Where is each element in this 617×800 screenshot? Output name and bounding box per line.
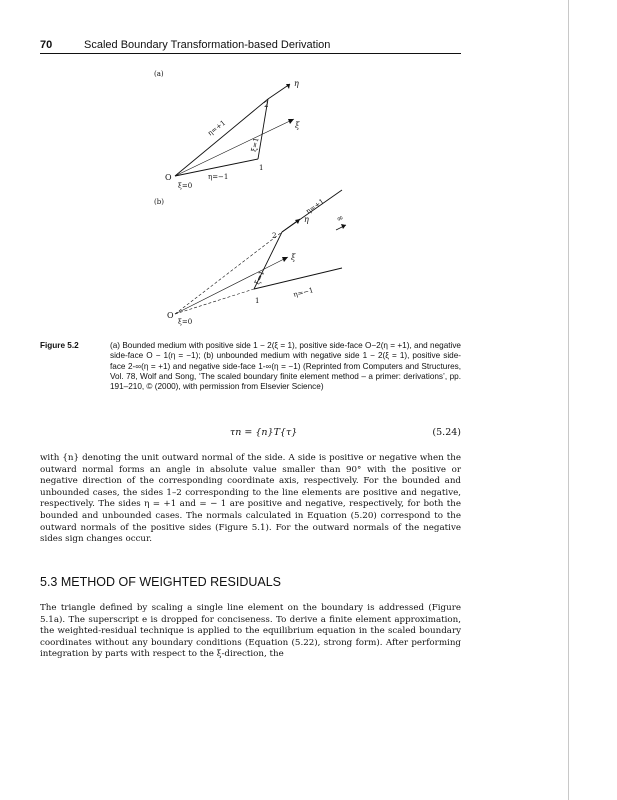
panel-b-xi-zero-label: ξ=0 xyxy=(178,318,193,326)
panel-a-node-1: 1 xyxy=(259,164,264,172)
panel-a-xi-zero-label: ξ=0 xyxy=(178,182,193,190)
panel-b-side-eta-neg-label: η=−1 xyxy=(292,286,315,299)
panel-a-diagram xyxy=(175,84,294,176)
panel-b-xi-axis-label: ξ xyxy=(291,253,296,262)
panel-a-node-2: 2 xyxy=(264,101,269,109)
paragraph-normals: with {n} denoting the unit outward normal of the side. A side is positive or negative when the outward normal forms an angle in absolute value smaller than 90° with the positive or negative direction of the corresponding coordinate axis, respectively. For the bounded and unbounded cases, the sides 1–2 corresponding to the line elements are positive and negative, respectively. The sides η = +1 and = − 1 are positive and negative, respectively, for both the bounded and unbounded cases. The normals calculated in Equation (5.20) correspond to the outward normals of the positive sides (Figure 5.1). For the outward normals of the negative sides sign changes occur. xyxy=(40,453,461,545)
panel-b-node-2: 2 xyxy=(272,232,277,240)
section-heading: 5.3 METHOD OF WEIGHTED RESIDUALS xyxy=(40,575,282,589)
page-margin-rule xyxy=(568,0,569,800)
caption-label: Figure 5.2 xyxy=(40,341,79,350)
figure-5-2 xyxy=(120,62,480,334)
page-number: 70 xyxy=(40,39,53,51)
panel-b-side-eta-pos-label: η=+1 xyxy=(304,197,326,216)
panel-b-node-1: 1 xyxy=(255,297,260,305)
panel-a-origin: O xyxy=(165,173,172,182)
running-title: Scaled Boundary Transformation-based Derivation xyxy=(84,39,331,51)
panel-b-dashed-lower xyxy=(175,289,254,314)
equation-5-24 xyxy=(40,427,461,441)
panel-a-side-xi-label: ξ=1 xyxy=(250,136,261,153)
running-header xyxy=(40,39,461,53)
panel-b-xi-axis xyxy=(175,257,288,314)
panel-b-infinity-label: ∞ xyxy=(335,212,345,224)
panel-b-eta-axis-label: η xyxy=(304,215,309,224)
panel-a-eta-axis xyxy=(268,84,290,99)
panel-a-xi-axis xyxy=(175,119,294,176)
panel-b-eta-arrow xyxy=(295,219,300,224)
panel-b-label: (b) xyxy=(154,198,164,206)
paragraph-weighted-residuals: The triangle defined by scaling a single line element on the boundary is addressed (Figure 5.1a). The superscript e is dropped for conciseness. To derive a finite element approximation, the weighted-residual technique is applied to the equilibrium equation in the scaled boundary coordinates without any boundary conditions (Equation (5.22), strong form). After performing integration by parts with respect to the ξ-direction, the xyxy=(40,603,461,660)
equation-number: (5.24) xyxy=(432,427,461,438)
header-rule xyxy=(40,53,461,54)
panel-b-infinity-arrowhead xyxy=(341,224,346,229)
panel-a-label: (a) xyxy=(154,70,164,78)
caption-text: (a) Bounded medium with positive side 1 − 2(ξ = 1), positive side-face O−2(η = +1), and negative side-face O − 1(η = −1); (b) unbounded medium with negative side 1 − 2(ξ = 1), positive side-face 2-∞(η = +1) and negative side-face 1-∞(η = −1) (Reprinted from Computers and Structures, Vol. 78, Wolf and Song, ‘The scaled boundary finite element method – a primer: derivations’, pp. 191–210, © (2000), with permission from Elsevier Science) xyxy=(110,341,461,392)
panel-a-side-eta-neg-label: η=−1 xyxy=(208,173,229,181)
panel-b-diagram xyxy=(175,190,346,314)
panel-a-eta-axis-label: η xyxy=(294,79,299,88)
panel-b-origin: O xyxy=(167,311,174,320)
panel-a-side-eta-pos-label: η=+1 xyxy=(206,118,228,138)
panel-a-xi-axis-label: ξ xyxy=(295,121,300,130)
panel-b-side-eta-neg xyxy=(254,268,342,289)
equation-expression: τn = {n}T{τ} xyxy=(230,427,298,438)
figure-caption xyxy=(40,341,461,392)
panel-b-side-xi-label: ξ=1 xyxy=(253,269,267,286)
